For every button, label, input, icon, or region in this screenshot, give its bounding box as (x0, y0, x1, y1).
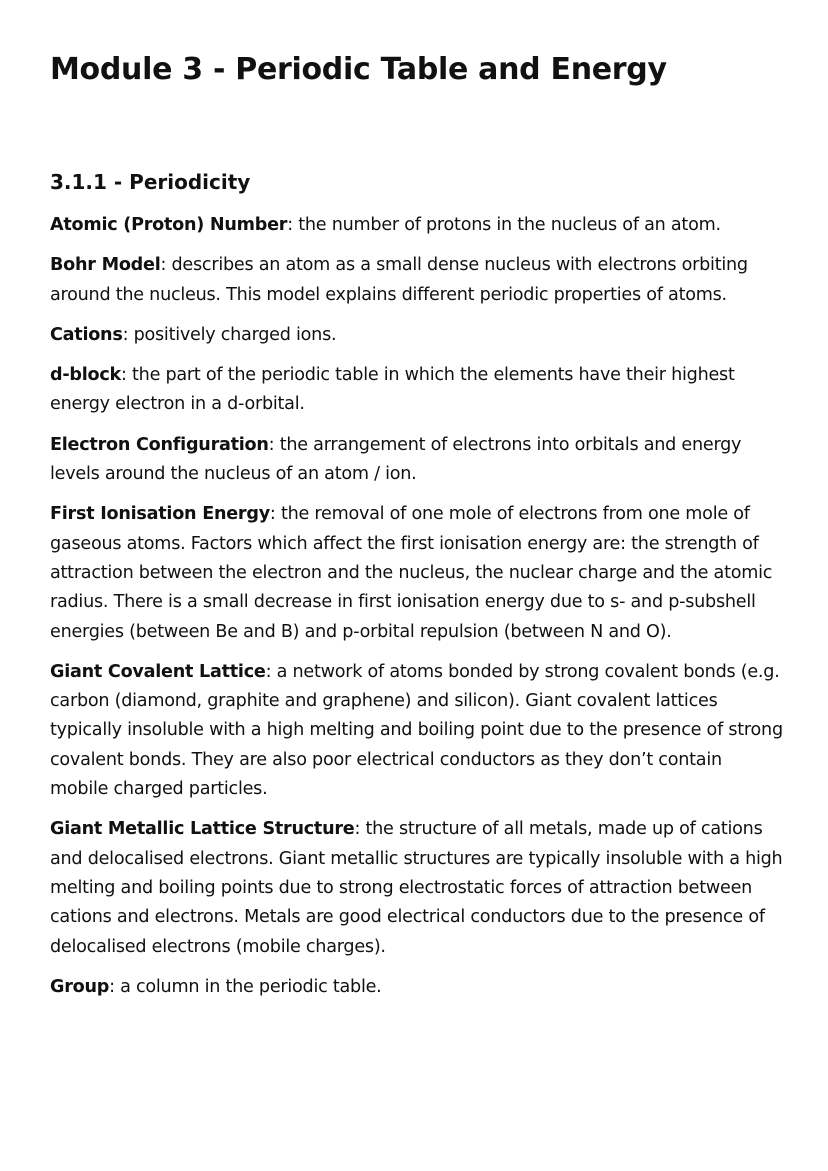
definition-text: : the part of the periodic table in which the elements have their highest energy electron in a d-orbital. (50, 365, 735, 415)
definition-term: Group (50, 976, 110, 997)
definition-term: Atomic (Proton) Number (50, 215, 288, 235)
section-title: 3.1.1 - Periodicity (50, 170, 251, 194)
definition-first-ionisation-energy (50, 500, 785, 646)
definition-text: : the number of protons in the nucleus of an atom. (287, 215, 721, 235)
definition-term: Giant Metallic Lattice Structure (50, 819, 355, 840)
definition-cations (50, 321, 785, 350)
definition-term: Giant Covalent Lattice (50, 661, 266, 682)
definition-text: : describes an atom as a small dense nucleus with electrons orbiting around the nucleus. This model explains different periodic properties of atoms. (50, 255, 748, 305)
module-title: Module 3 - Periodic Table and Energy (50, 52, 667, 87)
definition-bohr-model (50, 251, 785, 310)
definition-term: Electron Configuration (50, 434, 269, 455)
definitions-list (50, 211, 785, 1013)
definition-giant-covalent-lattice (50, 658, 785, 804)
definition-group (50, 973, 785, 1002)
definition-text: : the arrangement of electrons into orbitals and energy levels around the nucleus of an atom / ion. (50, 434, 742, 485)
definition-giant-metallic-lattice (50, 815, 785, 961)
definition-text: : positively charged ions. (122, 324, 337, 345)
definition-atomic-number (50, 211, 785, 240)
definition-term: Bohr Model (50, 255, 161, 276)
definition-term: Cations (50, 324, 123, 345)
definition-text: : the structure of all metals, made up of cations and delocalised electrons. Giant metallic structures are typically insoluble with a high melting and boiling points due to strong electrostatic forces of attraction between cations and electrons. Metals are good electrical conductors due to the presence of delocalised electrons (mobile charges). (50, 819, 783, 957)
definition-text: : a column in the periodic table. (109, 976, 382, 997)
definition-d-block (50, 361, 785, 420)
definition-text: : a network of atoms bonded by strong covalent bonds (e.g. carbon (diamond, graphite and graphene) and silicon). Giant covalent lattices typically insoluble with a high melting and boiling point due to the presence of strong covalent bonds. They are also poor electrical conductors as they don’t contain mobile charged particles. (50, 661, 783, 800)
definition-text: : the removal of one mole of electrons from one mole of gaseous atoms. Factors which affect the first ionisation energy are: the strength of attraction between the electron and the nucleus, the nuclear charge and the atomic radius. There is a small decrease in first ionisation energy due to s- and p-subshell energies (between Be and B) and p-orbital repulsion (between N and O). (50, 504, 773, 642)
definition-electron-configuration (50, 431, 785, 490)
definition-term: d-block (50, 365, 121, 386)
definition-term: First Ionisation Energy (50, 504, 270, 525)
